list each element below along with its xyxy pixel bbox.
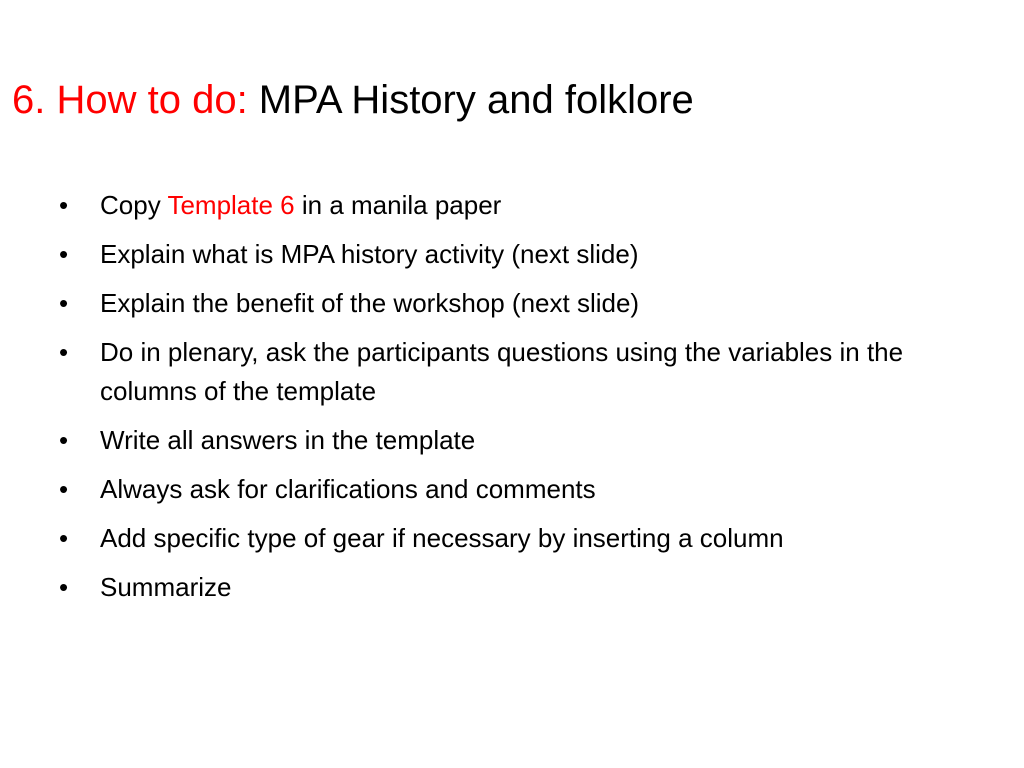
bullet-item-explain-benefit: • Explain the benefit of the workshop (next slide) xyxy=(100,284,980,323)
bullet-item-plenary: • Do in plenary, ask the participants questions using the variables in the columns of the template xyxy=(100,333,980,411)
bullet-item-add-gear: • Add specific type of gear if necessary by inserting a column xyxy=(100,519,980,558)
bullet-item-write-answers: • Write all answers in the template xyxy=(100,421,980,460)
bullet-item-clarifications: • Always ask for clarifications and comments xyxy=(100,470,980,509)
bullet-item-explain-activity: • Explain what is MPA history activity (next slide) xyxy=(100,235,980,274)
bullet-highlight-template: Template 6 xyxy=(167,190,295,220)
slide-title-main: MPA History and folklore xyxy=(247,78,694,122)
bullet-item-summarize: • Summarize xyxy=(100,568,980,607)
bullet-item-copy-template xyxy=(100,186,980,225)
slide-title xyxy=(12,74,694,126)
bullet-list xyxy=(100,186,980,617)
slide-title-prefix: 6. How to do: xyxy=(12,78,248,122)
bullet-text-after: in a manila paper xyxy=(294,190,502,220)
bullet-text-before: Copy xyxy=(100,190,168,220)
